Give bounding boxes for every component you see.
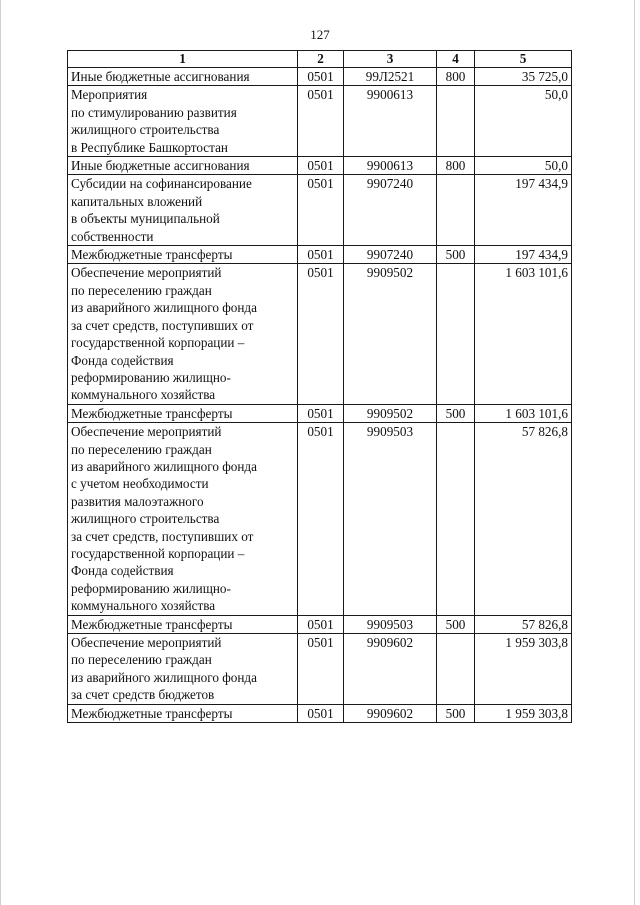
header-col-4: 4: [437, 51, 475, 68]
row-code: 9909502: [344, 404, 437, 422]
row-name: Иные бюджетные ассигнования: [68, 157, 298, 175]
page-right-edge: [634, 0, 635, 905]
row-type: [437, 423, 475, 615]
row-code: 9909502: [344, 264, 437, 404]
row-amount: 50,0: [475, 157, 572, 175]
table-row: [68, 68, 572, 86]
table-row: [68, 264, 572, 404]
row-code: 9909602: [344, 634, 437, 705]
table-row: [68, 175, 572, 246]
table-row: [68, 615, 572, 633]
page-number: 127: [310, 27, 330, 42]
row-type: 800: [437, 68, 475, 86]
row-name: Мероприятия по стимулированию развития жилищного строительства в Республике Башкортостан: [68, 86, 298, 157]
header-col-1: 1: [68, 51, 298, 68]
row-section: 0501: [298, 704, 344, 722]
row-name: Иные бюджетные ассигнования: [68, 68, 298, 86]
row-amount: 50,0: [475, 86, 572, 157]
table-row: [68, 404, 572, 422]
budget-table: [67, 50, 572, 723]
row-type: [437, 264, 475, 404]
row-amount: 197 434,9: [475, 246, 572, 264]
header-col-2: 2: [298, 51, 344, 68]
row-section: 0501: [298, 68, 344, 86]
row-code: 9909503: [344, 615, 437, 633]
row-section: 0501: [298, 246, 344, 264]
row-code: 99Л2521: [344, 68, 437, 86]
row-amount: 1 603 101,6: [475, 404, 572, 422]
row-section: 0501: [298, 264, 344, 404]
row-name: Обеспечение мероприятий по переселению граждан из аварийного жилищного фонда за счет средств, поступивших от государственной корпорации – Фонда содействия реформированию жилищно- коммунального хозяйства: [68, 264, 298, 404]
table-body: [68, 68, 572, 723]
row-name: Субсидии на софинансирование капитальных вложений в объекты муниципальной собственности: [68, 175, 298, 246]
row-name: Обеспечение мероприятий по переселению граждан из аварийного жилищного фонда с учетом необходимости развития малоэтажного жилищного строительства за счет средств, поступивших от государственной корпорации – Фонда содействия реформированию жилищно- коммунального хозяйства: [68, 423, 298, 615]
row-type: 500: [437, 615, 475, 633]
row-amount: 1 603 101,6: [475, 264, 572, 404]
row-type: 500: [437, 404, 475, 422]
header-row: [68, 51, 572, 68]
row-name: Межбюджетные трансферты: [68, 404, 298, 422]
table-row: [68, 86, 572, 157]
table-row: [68, 634, 572, 705]
row-code: 9909602: [344, 704, 437, 722]
header-col-3: 3: [344, 51, 437, 68]
table-header: [68, 51, 572, 68]
row-section: 0501: [298, 86, 344, 157]
row-section: 0501: [298, 175, 344, 246]
table-row: [68, 157, 572, 175]
row-type: 500: [437, 704, 475, 722]
row-code: 9907240: [344, 246, 437, 264]
row-name: Обеспечение мероприятий по переселению граждан из аварийного жилищного фонда за счет средств бюджетов: [68, 634, 298, 705]
row-amount: 197 434,9: [475, 175, 572, 246]
row-name: Межбюджетные трансферты: [68, 704, 298, 722]
row-name: Межбюджетные трансферты: [68, 615, 298, 633]
row-code: 9900613: [344, 157, 437, 175]
page-left-edge: [0, 0, 1, 905]
table-row: [68, 246, 572, 264]
row-type: [437, 634, 475, 705]
table-row: [68, 704, 572, 722]
row-amount: 35 725,0: [475, 68, 572, 86]
row-section: 0501: [298, 615, 344, 633]
row-code: 9909503: [344, 423, 437, 615]
row-type: [437, 86, 475, 157]
row-section: 0501: [298, 423, 344, 615]
row-code: 9900613: [344, 86, 437, 157]
row-code: 9907240: [344, 175, 437, 246]
row-section: 0501: [298, 404, 344, 422]
header-col-5: 5: [475, 51, 572, 68]
row-amount: 57 826,8: [475, 423, 572, 615]
row-amount: 1 959 303,8: [475, 634, 572, 705]
table-row: [68, 423, 572, 615]
row-type: [437, 175, 475, 246]
row-type: 800: [437, 157, 475, 175]
row-type: 500: [437, 246, 475, 264]
row-name: Межбюджетные трансферты: [68, 246, 298, 264]
row-amount: 1 959 303,8: [475, 704, 572, 722]
row-section: 0501: [298, 634, 344, 705]
row-amount: 57 826,8: [475, 615, 572, 633]
row-section: 0501: [298, 157, 344, 175]
